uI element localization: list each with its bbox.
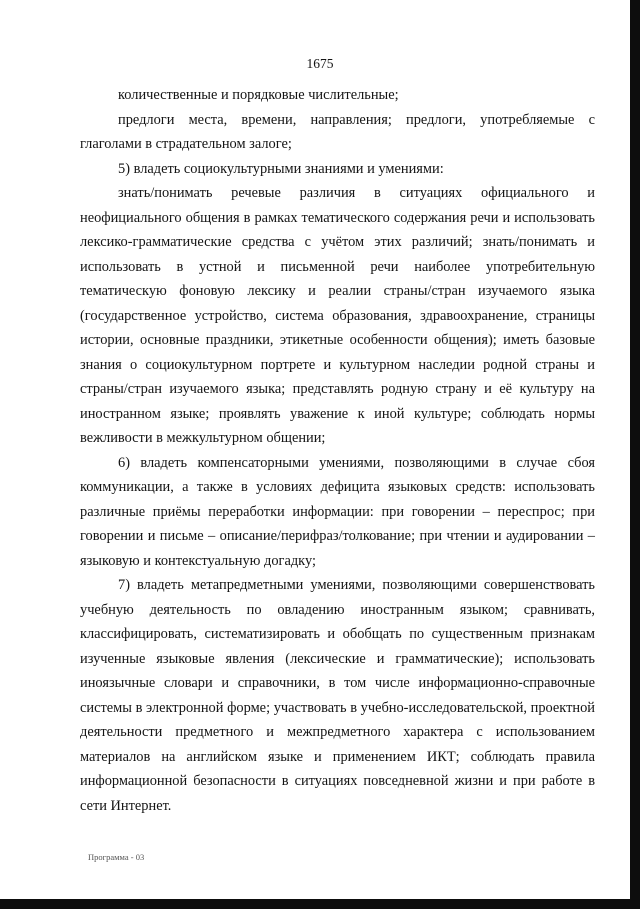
paragraph-numerals: количественные и порядковые числительные;	[118, 87, 399, 103]
document-body	[80, 83, 595, 818]
paragraph-item-5-heading: 5) владеть социокультурными знаниями и умениями:	[118, 160, 444, 177]
paragraph-sociocultural: знать/понимать речевые различия в ситуациях официального и неофициального общения в рамках тематического содержания речи и использовать лексико-грамматические средства с учётом этих различий; знать/понимать и использовать в устной и письменной речи наиболее употребительную тематическую фоновую лексику и реалии страны/стран изучаемого языка (государственное устройство, система образования, здравоохранение, страницы истории, основные праздники, этикетные особенности общения); иметь базовые знания о социокультурном портрете и культурном наследии родной страны и страны/стран изучаемого языка; представлять родную страну и её культуру на иностранном языке; проявлять уважение к иной культуре; соблюдать нормы вежливости в межкультурном общении;	[80, 185, 595, 446]
paragraph-item-7-metasubject: 7) владеть метапредметными умениями, позволяющими совершенствовать учебную деятельность по овладению иностранным языком; сравнивать, классифицировать, систематизировать и обобщать по существенным признакам изученные языковые явления (лексические и грамматические); использовать иноязычные словари и справочники, в том числе информационно-справочные системы в электронной форме; участвовать в учебно-исследовательской, проектной деятельности предметного и межпредметного характера с использованием материалов на английском языке и применением ИКТ; соблюдать правила информационной безопасности в ситуациях повседневной жизни и при работе в сети Интернет.	[80, 577, 595, 814]
paragraph-prepositions: предлоги места, времени, направления; предлоги, употребляемые с глаголами в страдательном залоге;	[80, 111, 595, 152]
footer-program-label: Программа - 03	[88, 852, 145, 862]
paragraph-item-6-compensatory: 6) владеть компенсаторными умениями, позволяющими в случае сбоя коммуникации, а также в условиях дефицита языковых средств: использовать различные приёмы переработки информации: при говорении – переспрос; при говорении и письме – описание/перифраз/толкование; при чтении и аудировании – языковую и контекстуальную догадку;	[80, 454, 595, 569]
scan-frame-bottom-edge	[0, 899, 640, 909]
page-number: 1675	[306, 56, 334, 71]
scan-frame-right-edge	[630, 0, 640, 909]
